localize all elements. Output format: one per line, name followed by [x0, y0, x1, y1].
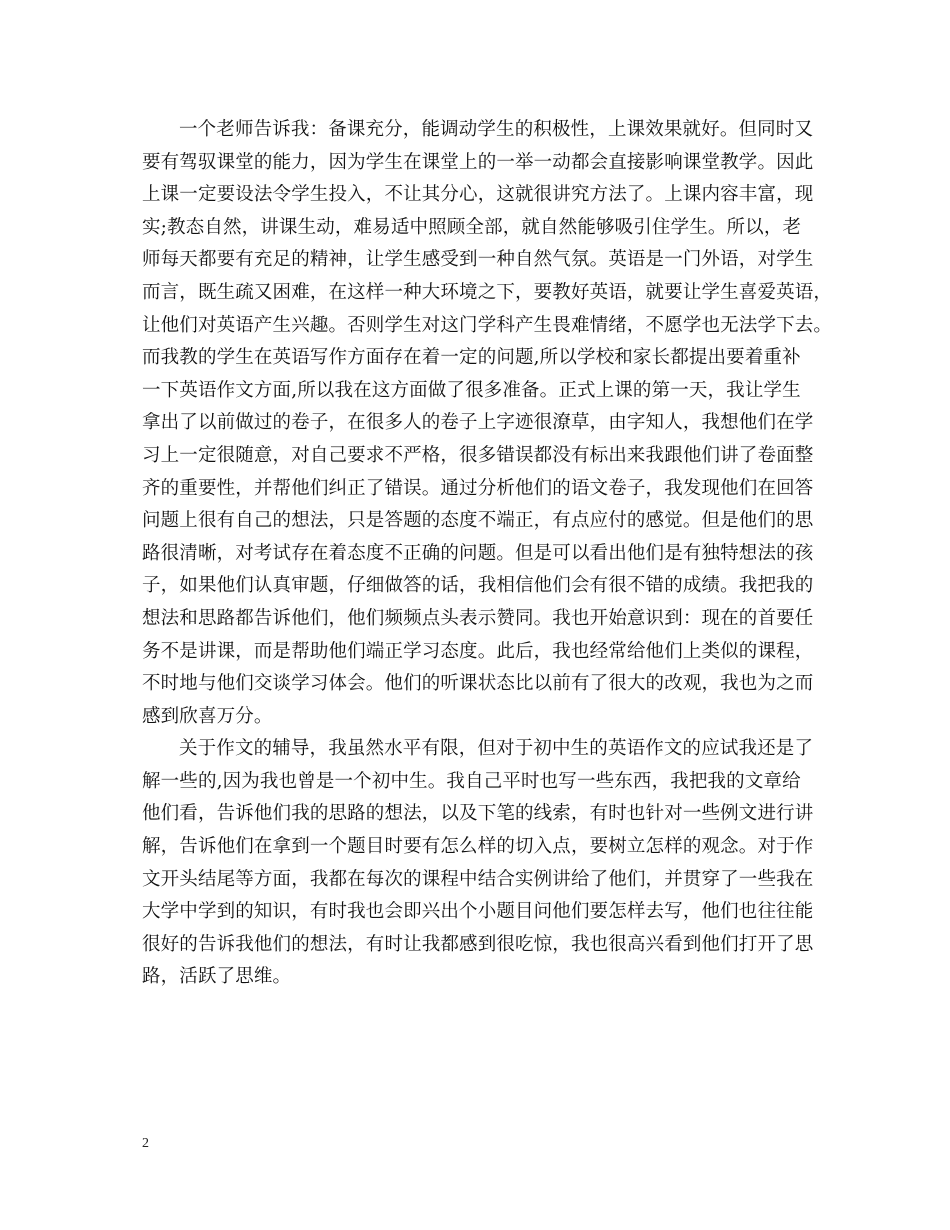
- paragraph-1-line: 不时地与他们交谈学习体会。他们的听课状态比以前有了很大的改观，我也为之而: [142, 673, 814, 695]
- paragraph-1-line: 想法和思路都告诉他们，他们频频点头表示赞同。我也开始意识到：现在的首要任: [142, 607, 814, 629]
- page-number: 2: [142, 1136, 149, 1151]
- paragraph-1-line: 一下英语作文方面,所以我在这方面做了很多准备。正式上课的第一天，我让学生: [142, 379, 801, 401]
- paragraph-1-line: 要有驾驭课堂的能力，因为学生在课堂上的一举一动都会直接影响课堂教学。因此: [142, 151, 814, 173]
- paragraph-1-line: 习上一定很随意，对自己要求不严格，很多错误都没有标出来我跟他们讲了卷面整: [142, 444, 814, 466]
- paragraph-2-line: 他们看，告诉他们我的思路的想法，以及下笔的线索，有时也针对一些例文进行讲: [142, 803, 814, 825]
- paragraph-2-line: 解，告诉他们在拿到一个题目时要有怎么样的切入点，要树立怎样的观念。对于作: [142, 836, 814, 858]
- paragraph-1-line: 问题上很有自己的想法，只是答题的态度不端正，有点应付的感觉。但是他们的思: [142, 510, 814, 532]
- paragraph-2-line: 文开头结尾等方面，我都在每次的课程中结合实例讲给了他们，并贯穿了一些我在: [142, 868, 814, 890]
- paragraph-2-line: 路，活跃了思维。: [142, 966, 292, 988]
- paragraph-2-line: 大学中学到的知识，有时我也会即兴出个小题目问他们要怎样去写，他们也往往能: [142, 901, 814, 923]
- paragraph-1-line: 而言，既生疏又困难，在这样一种大环境之下，要教好英语，就要让学生喜爱英语，: [142, 281, 833, 303]
- paragraph-1-line: 感到欣喜万分。: [142, 705, 273, 727]
- body-text: [142, 114, 833, 994]
- paragraph-2-line: 很好的告诉我他们的想法，有时让我都感到很吃惊，我也很高兴看到他们打开了思: [142, 933, 814, 955]
- paragraph-2-line: 解一些的,因为我也曾是一个初中生。我自己平时也写一些东西，我把我的文章给: [142, 770, 801, 792]
- paragraph-1-line: 拿出了以前做过的卷子，在很多人的卷子上字迹很潦草，由字知人，我想他们在学: [142, 412, 814, 434]
- paragraph-2-line: 关于作文的辅导，我虽然水平有限，但对于初中生的英语作文的应试我还是了: [179, 738, 814, 760]
- paragraph-1-line: 上课一定要设法令学生投入，不让其分心，这就很讲究方法了。上课内容丰富，现: [142, 184, 814, 206]
- paragraph-1-line: 路很清晰，对考试存在着态度不正确的问题。但是可以看出他们是有独特想法的孩: [142, 542, 814, 564]
- paragraph-1-line: 师每天都要有充足的精神，让学生感受到一种自然气氛。英语是一门外语，对学生: [142, 249, 814, 271]
- paragraph-1-line: 一个老师告诉我：备课充分，能调动学生的积极性，上课效果就好。但同时又: [179, 119, 814, 140]
- paragraph-1-line: 子，如果他们认真审题，仔细做答的话，我相信他们会有很不错的成绩。我把我的: [142, 575, 814, 597]
- paragraph-1-line: 实;教态自然，讲课生动，难易适中照顾全部，就自然能够吸引住学生。所以，老: [142, 216, 802, 238]
- paragraph-1-line: 而我教的学生在英语写作方面存在着一定的问题,所以学校和家长都提出要着重补: [142, 347, 801, 369]
- paragraph-1-line: 让他们对英语产生兴趣。否则学生对这门学科产生畏难情绪，不愿学也无法学下去。: [142, 314, 833, 336]
- paragraph-1-line: 务不是讲课，而是帮助他们端正学习态度。此后，我也经常给他们上类似的课程，: [142, 640, 814, 662]
- paragraph-1-line: 齐的重要性，并帮他们纠正了错误。通过分析他们的语文卷子，我发现他们在回答: [142, 477, 814, 499]
